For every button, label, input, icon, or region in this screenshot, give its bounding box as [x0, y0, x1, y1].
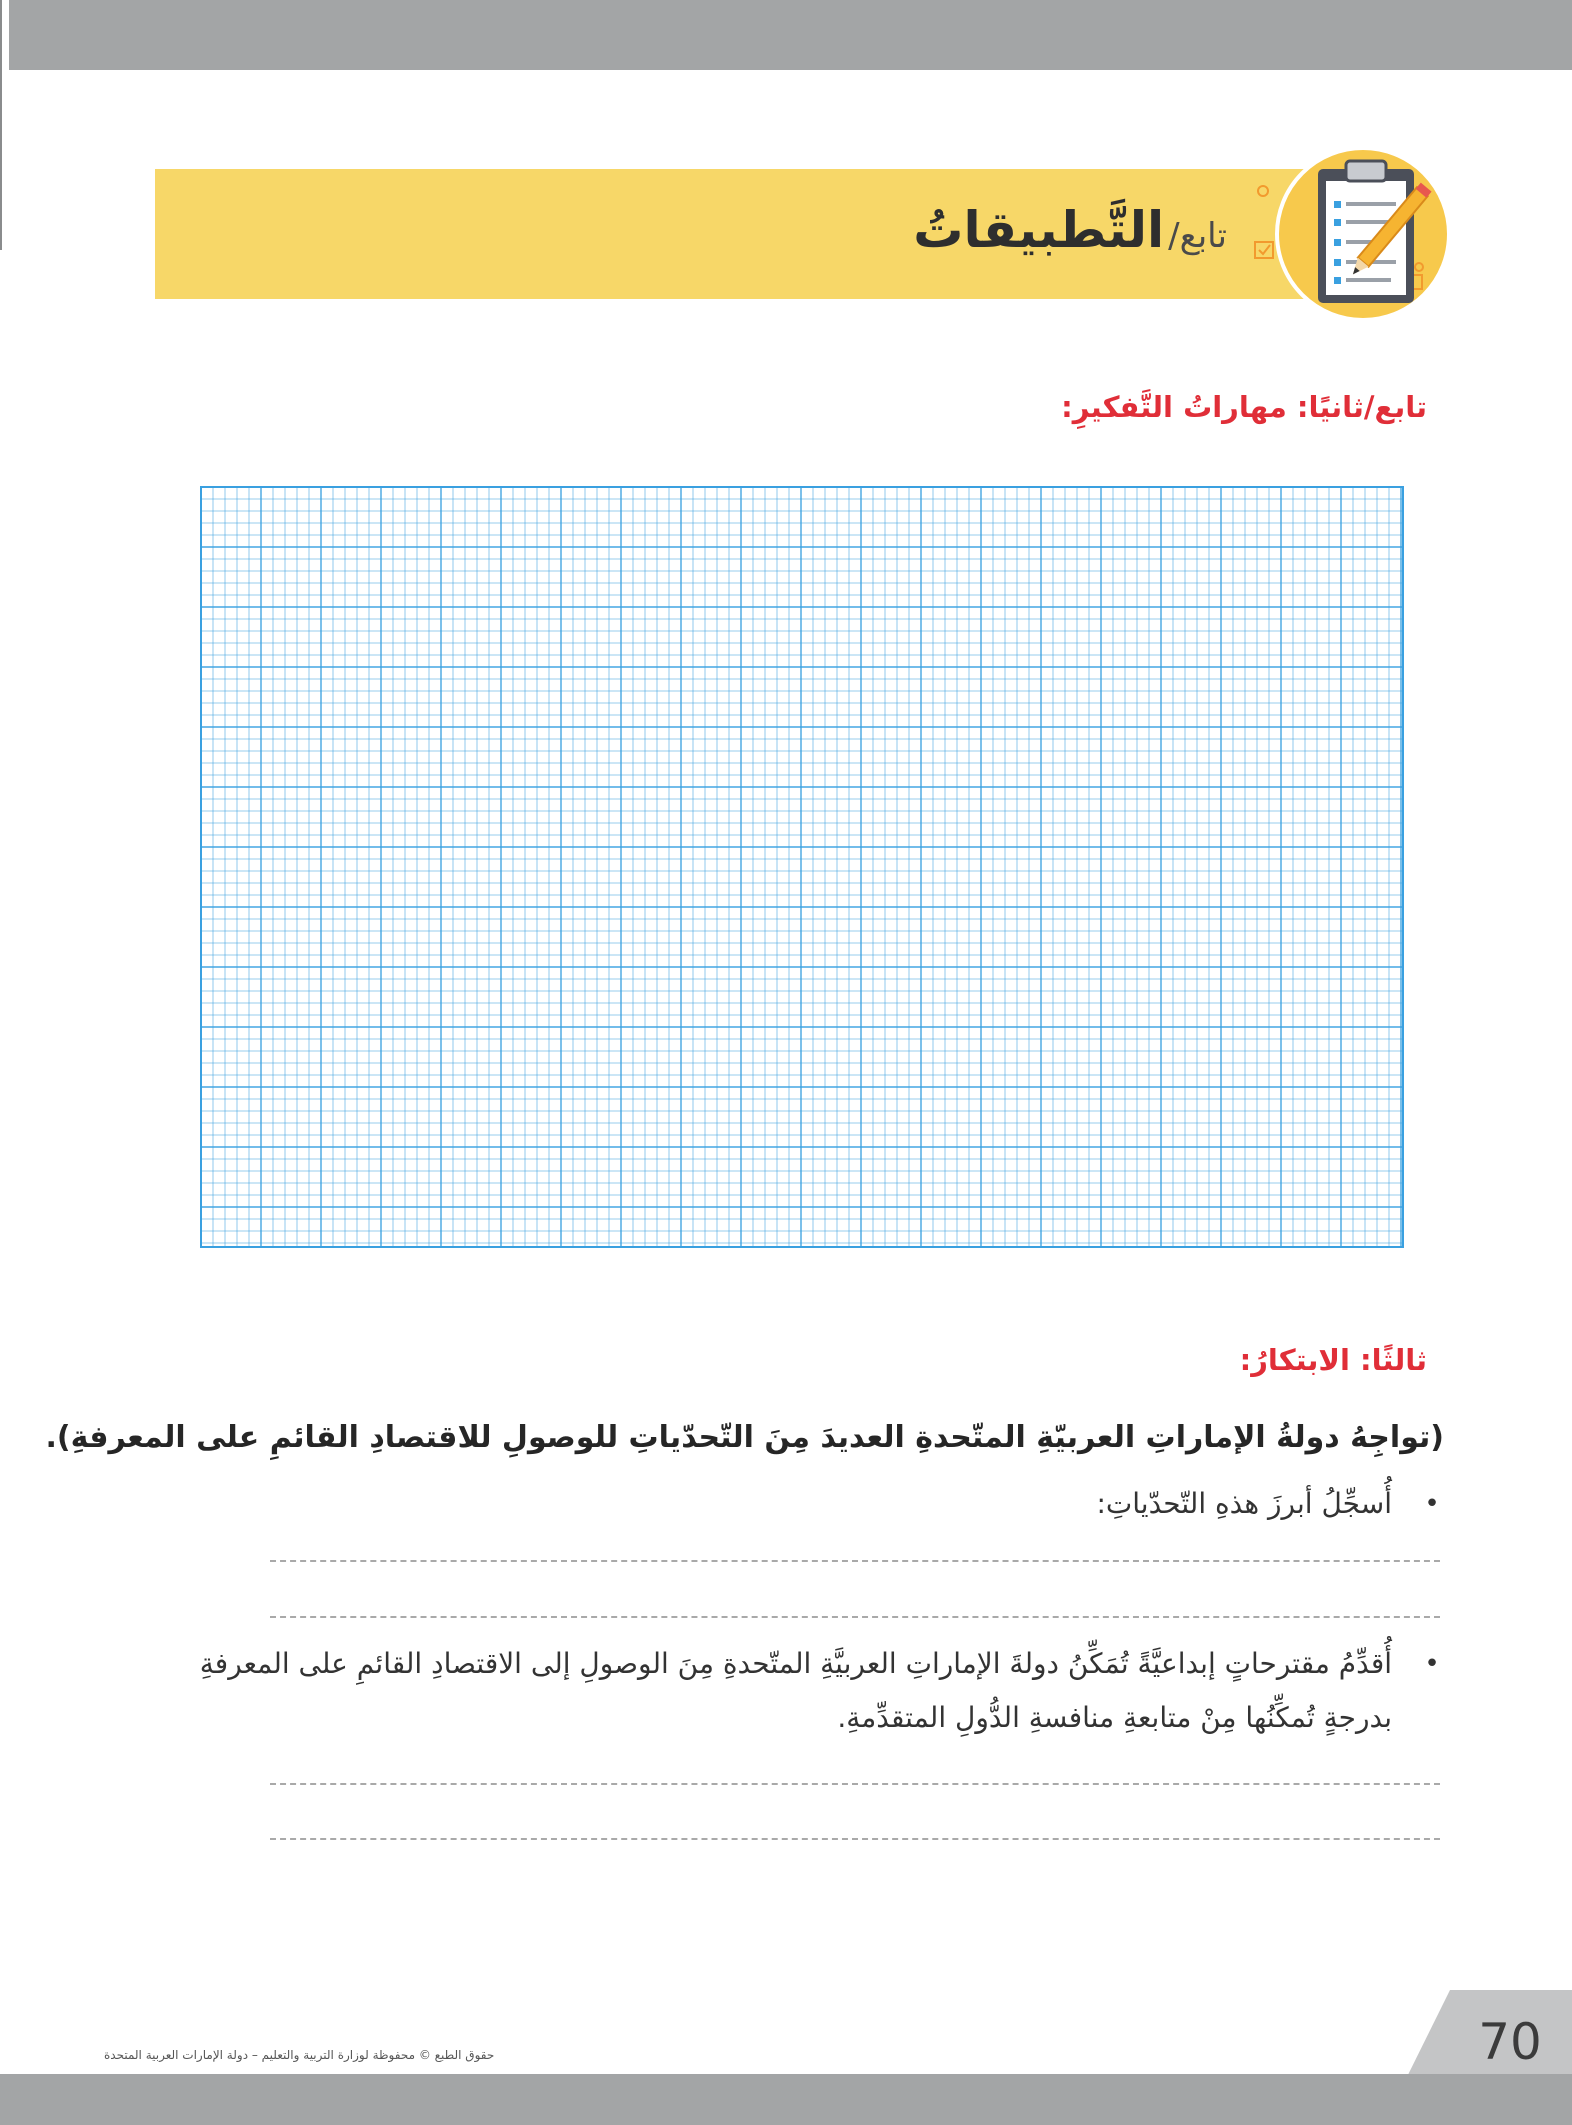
innovation-heading: ثالثًا: الابتكارُ: — [1239, 1343, 1427, 1377]
bullet-marker: • — [1424, 1649, 1440, 1679]
copyright-footer: حقوق الطبع © محفوظة لوزارة التربية والتعليم – دولة الإمارات العربية المتحدة — [104, 2048, 495, 2062]
list-item — [130, 1477, 1440, 1531]
clipboard-pencil-icon — [1233, 147, 1449, 322]
title-prefix: تابع/ — [1168, 216, 1227, 256]
innovation-intro: (تواجِهُ دولةُ الإماراتِ العربيّةِ المتّحدةِ العديدَ مِنَ التّحدّياتِ للوصولِ للاقتصادِ القائمِ على المعرفةِ). — [45, 1420, 1444, 1455]
top-bar — [9, 0, 1572, 70]
answer-line[interactable] — [270, 1616, 1440, 1618]
section-heading: تابع/ثانيًا: مهاراتُ التَّفكيرِ: — [1061, 390, 1427, 424]
list-item — [130, 1637, 1440, 1745]
graph-paper-grid[interactable] — [200, 486, 1404, 1248]
page-number: 70 — [1478, 2013, 1542, 2071]
bottom-bar — [0, 2074, 1572, 2125]
page-title — [913, 201, 1227, 259]
bullet-marker: • — [1424, 1489, 1440, 1519]
answer-line[interactable] — [270, 1560, 1440, 1562]
page-edge — [0, 0, 2, 250]
answer-line[interactable] — [270, 1783, 1440, 1785]
bullet-text: أُقدِّمُ مقترحاتٍ إبداعيَّةً تُمَكِّنُ دولةَ الإماراتِ العربيَّةِ المتّحدةِ مِنَ الوصولِ إلى الاقتصادِ القائمِ على المعرفةِ بدرجةٍ تُمكِّنُها مِنْ متابعةِ منافسةِ الدُّولِ المتقدِّمةِ. — [199, 1647, 1392, 1734]
bullet-text: أُسجِّلُ أبرزَ هذهِ التّحدّياتِ: — [1096, 1487, 1392, 1520]
title-main: التَّطبيقاتُ — [913, 201, 1165, 259]
answer-line[interactable] — [270, 1838, 1440, 1840]
